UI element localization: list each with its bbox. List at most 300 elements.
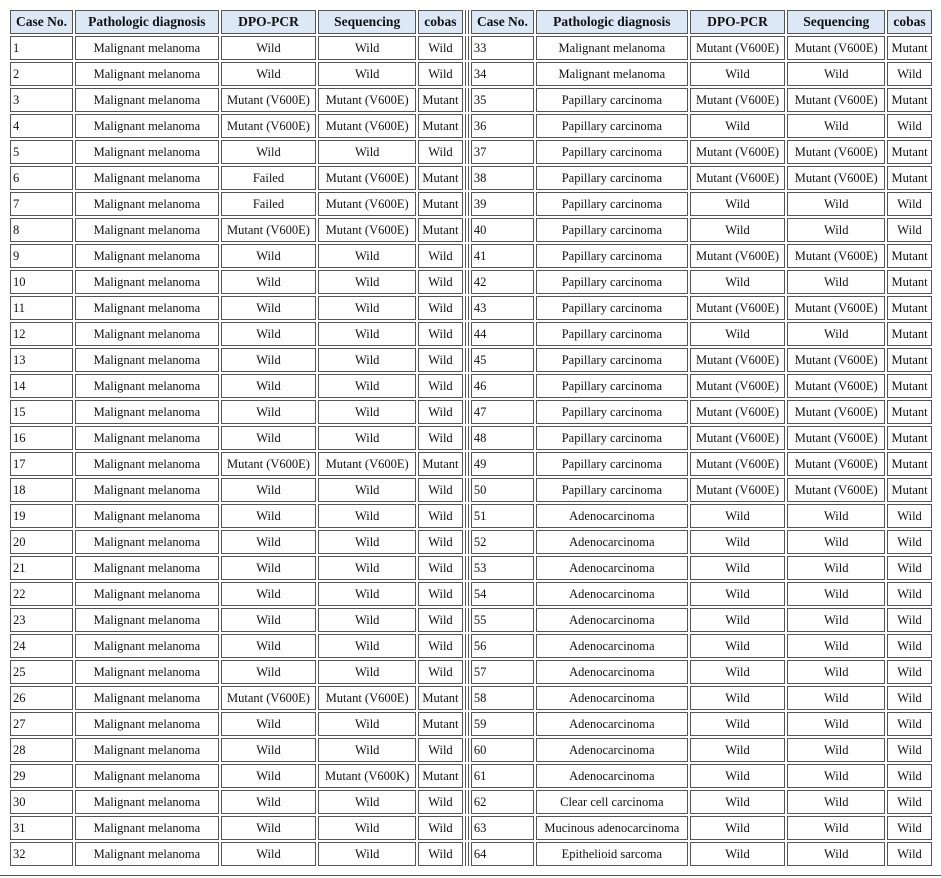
left-case-no-cell: 12 (10, 322, 73, 346)
right-pathologic-diagnosis-cell: Adenocarcinoma (536, 660, 688, 684)
header-pathologic-diagnosis: Pathologic diagnosis (75, 10, 219, 34)
left-cobas-cell: Mutant (418, 218, 463, 242)
right-cobas-cell: Wild (887, 634, 932, 658)
right-sequencing-cell: Wild (787, 764, 885, 788)
right-cobas-cell: Wild (887, 686, 932, 710)
right-dpo-pcr-cell: Wild (690, 712, 786, 736)
left-case-no-cell: 18 (10, 478, 73, 502)
right-dpo-pcr-cell: Mutant (V600E) (690, 426, 786, 450)
left-cobas-cell: Wild (418, 36, 463, 60)
left-pathologic-diagnosis-cell: Malignant melanoma (75, 842, 219, 866)
column-separator (465, 686, 469, 710)
left-cobas-cell: Wild (418, 140, 463, 164)
header-cobas: cobas (887, 10, 932, 34)
right-cobas-cell: Mutant (887, 244, 932, 268)
right-sequencing-cell: Wild (787, 114, 885, 138)
right-dpo-pcr-cell: Wild (690, 764, 786, 788)
table-row (10, 530, 932, 554)
left-sequencing-cell: Wild (318, 244, 416, 268)
left-dpo-pcr-cell: Wild (221, 504, 317, 528)
column-separator (465, 660, 469, 684)
right-dpo-pcr-cell: Mutant (V600E) (690, 36, 786, 60)
table-row (10, 400, 932, 424)
right-dpo-pcr-cell: Mutant (V600E) (690, 244, 786, 268)
left-dpo-pcr-cell: Mutant (V600E) (221, 686, 317, 710)
left-sequencing-cell: Mutant (V600E) (318, 686, 416, 710)
right-case-no-cell: 37 (471, 140, 534, 164)
header-pathologic-diagnosis: Pathologic diagnosis (536, 10, 688, 34)
table-row (10, 478, 932, 502)
left-sequencing-cell: Wild (318, 348, 416, 372)
left-case-no-cell: 5 (10, 140, 73, 164)
left-cobas-cell: Wild (418, 478, 463, 502)
right-case-no-cell: 41 (471, 244, 534, 268)
left-pathologic-diagnosis-cell: Malignant melanoma (75, 504, 219, 528)
column-separator (465, 322, 469, 346)
left-dpo-pcr-cell: Wild (221, 244, 317, 268)
left-dpo-pcr-cell: Wild (221, 530, 317, 554)
right-sequencing-cell: Mutant (V600E) (787, 426, 885, 450)
right-case-no-cell: 36 (471, 114, 534, 138)
column-separator (465, 348, 469, 372)
left-sequencing-cell: Wild (318, 504, 416, 528)
left-pathologic-diagnosis-cell: Malignant melanoma (75, 270, 219, 294)
right-pathologic-diagnosis-cell: Adenocarcinoma (536, 530, 688, 554)
left-dpo-pcr-cell: Wild (221, 634, 317, 658)
table-row (10, 374, 932, 398)
right-cobas-cell: Wild (887, 530, 932, 554)
table-row (10, 660, 932, 684)
left-case-no-cell: 15 (10, 400, 73, 424)
left-dpo-pcr-cell: Wild (221, 738, 317, 762)
left-pathologic-diagnosis-cell: Malignant melanoma (75, 244, 219, 268)
right-case-no-cell: 62 (471, 790, 534, 814)
left-case-no-cell: 19 (10, 504, 73, 528)
table-row (10, 842, 932, 866)
column-separator (465, 192, 469, 216)
right-dpo-pcr-cell: Mutant (V600E) (690, 88, 786, 112)
left-case-no-cell: 22 (10, 582, 73, 606)
left-cobas-cell: Wild (418, 374, 463, 398)
right-pathologic-diagnosis-cell: Clear cell carcinoma (536, 790, 688, 814)
right-dpo-pcr-cell: Mutant (V600E) (690, 140, 786, 164)
right-pathologic-diagnosis-cell: Malignant melanoma (536, 36, 688, 60)
right-cobas-cell: Wild (887, 218, 932, 242)
right-dpo-pcr-cell: Wild (690, 556, 786, 580)
right-dpo-pcr-cell: Wild (690, 738, 786, 762)
left-cobas-cell: Wild (418, 296, 463, 320)
table-row (10, 582, 932, 606)
left-pathologic-diagnosis-cell: Malignant melanoma (75, 166, 219, 190)
right-pathologic-diagnosis-cell: Adenocarcinoma (536, 582, 688, 606)
right-sequencing-cell: Mutant (V600E) (787, 244, 885, 268)
right-dpo-pcr-cell: Wild (690, 270, 786, 294)
right-pathologic-diagnosis-cell: Papillary carcinoma (536, 244, 688, 268)
left-dpo-pcr-cell: Mutant (V600E) (221, 452, 317, 476)
column-separator (465, 738, 469, 762)
case-results-table (8, 8, 934, 868)
left-cobas-cell: Wild (418, 426, 463, 450)
column-separator (465, 88, 469, 112)
column-separator (465, 62, 469, 86)
right-pathologic-diagnosis-cell: Adenocarcinoma (536, 686, 688, 710)
right-pathologic-diagnosis-cell: Epithelioid sarcoma (536, 842, 688, 866)
left-case-no-cell: 20 (10, 530, 73, 554)
left-pathologic-diagnosis-cell: Malignant melanoma (75, 426, 219, 450)
right-cobas-cell: Mutant (887, 140, 932, 164)
right-pathologic-diagnosis-cell: Papillary carcinoma (536, 322, 688, 346)
table-row (10, 426, 932, 450)
column-separator (465, 114, 469, 138)
column-separator (465, 712, 469, 736)
right-cobas-cell: Mutant (887, 166, 932, 190)
left-cobas-cell: Wild (418, 842, 463, 866)
table-row (10, 634, 932, 658)
table-row (10, 608, 932, 632)
right-case-no-cell: 33 (471, 36, 534, 60)
left-sequencing-cell: Wild (318, 530, 416, 554)
right-dpo-pcr-cell: Wild (690, 582, 786, 606)
left-dpo-pcr-cell: Wild (221, 36, 317, 60)
table-row (10, 296, 932, 320)
left-dpo-pcr-cell: Wild (221, 816, 317, 840)
left-sequencing-cell: Wild (318, 400, 416, 424)
right-dpo-pcr-cell: Wild (690, 62, 786, 86)
right-pathologic-diagnosis-cell: Adenocarcinoma (536, 504, 688, 528)
left-cobas-cell: Wild (418, 582, 463, 606)
right-dpo-pcr-cell: Wild (690, 504, 786, 528)
left-pathologic-diagnosis-cell: Malignant melanoma (75, 218, 219, 242)
right-case-no-cell: 56 (471, 634, 534, 658)
right-pathologic-diagnosis-cell: Papillary carcinoma (536, 270, 688, 294)
left-pathologic-diagnosis-cell: Malignant melanoma (75, 296, 219, 320)
left-case-no-cell: 2 (10, 62, 73, 86)
right-case-no-cell: 61 (471, 764, 534, 788)
table-row (10, 218, 932, 242)
left-case-no-cell: 28 (10, 738, 73, 762)
left-sequencing-cell: Mutant (V600E) (318, 114, 416, 138)
left-case-no-cell: 30 (10, 790, 73, 814)
left-dpo-pcr-cell: Mutant (V600E) (221, 114, 317, 138)
right-sequencing-cell: Wild (787, 530, 885, 554)
right-sequencing-cell: Mutant (V600E) (787, 166, 885, 190)
left-cobas-cell: Wild (418, 660, 463, 684)
right-pathologic-diagnosis-cell: Papillary carcinoma (536, 140, 688, 164)
right-pathologic-diagnosis-cell: Papillary carcinoma (536, 166, 688, 190)
right-sequencing-cell: Wild (787, 270, 885, 294)
table-row (10, 166, 932, 190)
table-row (10, 270, 932, 294)
left-sequencing-cell: Wild (318, 322, 416, 346)
right-case-no-cell: 45 (471, 348, 534, 372)
left-dpo-pcr-cell: Wild (221, 478, 317, 502)
left-case-no-cell: 13 (10, 348, 73, 372)
right-case-no-cell: 57 (471, 660, 534, 684)
right-sequencing-cell: Mutant (V600E) (787, 400, 885, 424)
right-sequencing-cell: Wild (787, 62, 885, 86)
column-separator (465, 296, 469, 320)
right-pathologic-diagnosis-cell: Papillary carcinoma (536, 192, 688, 216)
right-pathologic-diagnosis-cell: Papillary carcinoma (536, 374, 688, 398)
column-separator (465, 816, 469, 840)
left-pathologic-diagnosis-cell: Malignant melanoma (75, 530, 219, 554)
right-sequencing-cell: Wild (787, 608, 885, 632)
column-separator (465, 140, 469, 164)
right-case-no-cell: 47 (471, 400, 534, 424)
column-separator (465, 452, 469, 476)
left-dpo-pcr-cell: Wild (221, 764, 317, 788)
left-pathologic-diagnosis-cell: Malignant melanoma (75, 478, 219, 502)
right-pathologic-diagnosis-cell: Papillary carcinoma (536, 296, 688, 320)
right-sequencing-cell: Wild (787, 660, 885, 684)
left-cobas-cell: Wild (418, 244, 463, 268)
left-case-no-cell: 32 (10, 842, 73, 866)
right-cobas-cell: Mutant (887, 374, 932, 398)
right-pathologic-diagnosis-cell: Adenocarcinoma (536, 556, 688, 580)
left-sequencing-cell: Mutant (V600E) (318, 88, 416, 112)
column-separator (465, 608, 469, 632)
right-dpo-pcr-cell: Wild (690, 660, 786, 684)
left-sequencing-cell: Mutant (V600K) (318, 764, 416, 788)
left-pathologic-diagnosis-cell: Malignant melanoma (75, 660, 219, 684)
left-sequencing-cell: Wild (318, 738, 416, 762)
right-case-no-cell: 46 (471, 374, 534, 398)
left-pathologic-diagnosis-cell: Malignant melanoma (75, 348, 219, 372)
table-row (10, 140, 932, 164)
left-dpo-pcr-cell: Wild (221, 374, 317, 398)
left-sequencing-cell: Wild (318, 842, 416, 866)
left-cobas-cell: Wild (418, 322, 463, 346)
left-dpo-pcr-cell: Wild (221, 608, 317, 632)
right-dpo-pcr-cell: Wild (690, 218, 786, 242)
left-cobas-cell: Mutant (418, 686, 463, 710)
column-separator (465, 374, 469, 398)
left-cobas-cell: Mutant (418, 192, 463, 216)
left-case-no-cell: 14 (10, 374, 73, 398)
table-row (10, 88, 932, 112)
table-row (10, 114, 932, 138)
left-dpo-pcr-cell: Mutant (V600E) (221, 88, 317, 112)
right-dpo-pcr-cell: Wild (690, 608, 786, 632)
left-case-no-cell: 27 (10, 712, 73, 736)
right-cobas-cell: Wild (887, 504, 932, 528)
left-case-no-cell: 6 (10, 166, 73, 190)
right-pathologic-diagnosis-cell: Papillary carcinoma (536, 478, 688, 502)
left-case-no-cell: 9 (10, 244, 73, 268)
left-sequencing-cell: Wild (318, 140, 416, 164)
right-sequencing-cell: Mutant (V600E) (787, 88, 885, 112)
left-dpo-pcr-cell: Wild (221, 712, 317, 736)
right-case-no-cell: 58 (471, 686, 534, 710)
bottom-rule (0, 875, 941, 876)
right-dpo-pcr-cell: Mutant (V600E) (690, 478, 786, 502)
left-pathologic-diagnosis-cell: Malignant melanoma (75, 36, 219, 60)
right-cobas-cell: Wild (887, 608, 932, 632)
right-case-no-cell: 34 (471, 62, 534, 86)
header-case-no: Case No. (10, 10, 73, 34)
left-cobas-cell: Wild (418, 634, 463, 658)
left-cobas-cell: Wild (418, 738, 463, 762)
column-separator (465, 10, 469, 34)
right-case-no-cell: 55 (471, 608, 534, 632)
right-case-no-cell: 64 (471, 842, 534, 866)
header-sequencing: Sequencing (787, 10, 885, 34)
right-pathologic-diagnosis-cell: Adenocarcinoma (536, 738, 688, 762)
left-case-no-cell: 21 (10, 556, 73, 580)
left-dpo-pcr-cell: Wild (221, 348, 317, 372)
right-sequencing-cell: Wild (787, 712, 885, 736)
table-row (10, 556, 932, 580)
right-case-no-cell: 51 (471, 504, 534, 528)
left-pathologic-diagnosis-cell: Malignant melanoma (75, 790, 219, 814)
left-cobas-cell: Wild (418, 504, 463, 528)
left-case-no-cell: 7 (10, 192, 73, 216)
right-cobas-cell: Mutant (887, 452, 932, 476)
right-pathologic-diagnosis-cell: Papillary carcinoma (536, 114, 688, 138)
right-dpo-pcr-cell: Mutant (V600E) (690, 166, 786, 190)
column-separator (465, 582, 469, 606)
right-sequencing-cell: Mutant (V600E) (787, 296, 885, 320)
right-case-no-cell: 48 (471, 426, 534, 450)
left-dpo-pcr-cell: Wild (221, 582, 317, 606)
right-dpo-pcr-cell: Wild (690, 634, 786, 658)
right-case-no-cell: 50 (471, 478, 534, 502)
right-pathologic-diagnosis-cell: Mucinous adenocarcinoma (536, 816, 688, 840)
left-dpo-pcr-cell: Wild (221, 62, 317, 86)
left-sequencing-cell: Wild (318, 270, 416, 294)
left-sequencing-cell: Wild (318, 296, 416, 320)
left-dpo-pcr-cell: Wild (221, 556, 317, 580)
left-pathologic-diagnosis-cell: Malignant melanoma (75, 764, 219, 788)
left-case-no-cell: 10 (10, 270, 73, 294)
right-sequencing-cell: Wild (787, 582, 885, 606)
right-sequencing-cell: Wild (787, 790, 885, 814)
column-separator (465, 842, 469, 866)
left-pathologic-diagnosis-cell: Malignant melanoma (75, 140, 219, 164)
column-separator (465, 244, 469, 268)
right-pathologic-diagnosis-cell: Adenocarcinoma (536, 764, 688, 788)
right-cobas-cell: Mutant (887, 322, 932, 346)
right-pathologic-diagnosis-cell: Adenocarcinoma (536, 712, 688, 736)
header-dpo-pcr: DPO-PCR (690, 10, 786, 34)
right-pathologic-diagnosis-cell: Papillary carcinoma (536, 88, 688, 112)
left-case-no-cell: 31 (10, 816, 73, 840)
left-pathologic-diagnosis-cell: Malignant melanoma (75, 374, 219, 398)
right-sequencing-cell: Wild (787, 504, 885, 528)
left-pathologic-diagnosis-cell: Malignant melanoma (75, 712, 219, 736)
column-separator (465, 556, 469, 580)
right-sequencing-cell: Wild (787, 816, 885, 840)
right-case-no-cell: 44 (471, 322, 534, 346)
left-case-no-cell: 4 (10, 114, 73, 138)
left-cobas-cell: Wild (418, 790, 463, 814)
right-pathologic-diagnosis-cell: Adenocarcinoma (536, 608, 688, 632)
left-case-no-cell: 17 (10, 452, 73, 476)
left-dpo-pcr-cell: Wild (221, 296, 317, 320)
left-dpo-pcr-cell: Wild (221, 426, 317, 450)
right-case-no-cell: 49 (471, 452, 534, 476)
left-cobas-cell: Mutant (418, 166, 463, 190)
left-pathologic-diagnosis-cell: Malignant melanoma (75, 192, 219, 216)
left-pathologic-diagnosis-cell: Malignant melanoma (75, 62, 219, 86)
right-pathologic-diagnosis-cell: Papillary carcinoma (536, 348, 688, 372)
table-row (10, 322, 932, 346)
left-sequencing-cell: Wild (318, 426, 416, 450)
left-case-no-cell: 24 (10, 634, 73, 658)
right-sequencing-cell: Wild (787, 556, 885, 580)
left-case-no-cell: 26 (10, 686, 73, 710)
right-pathologic-diagnosis-cell: Papillary carcinoma (536, 218, 688, 242)
column-separator (465, 478, 469, 502)
header-dpo-pcr: DPO-PCR (221, 10, 317, 34)
right-case-no-cell: 42 (471, 270, 534, 294)
left-dpo-pcr-cell: Wild (221, 660, 317, 684)
right-cobas-cell: Mutant (887, 36, 932, 60)
left-cobas-cell: Mutant (418, 764, 463, 788)
left-dpo-pcr-cell: Wild (221, 270, 317, 294)
left-cobas-cell: Wild (418, 400, 463, 424)
left-case-no-cell: 16 (10, 426, 73, 450)
header-row (10, 10, 932, 34)
right-sequencing-cell: Wild (787, 192, 885, 216)
left-pathologic-diagnosis-cell: Malignant melanoma (75, 452, 219, 476)
right-sequencing-cell: Mutant (V600E) (787, 36, 885, 60)
column-separator (465, 764, 469, 788)
left-pathologic-diagnosis-cell: Malignant melanoma (75, 738, 219, 762)
right-dpo-pcr-cell: Mutant (V600E) (690, 296, 786, 320)
left-sequencing-cell: Wild (318, 712, 416, 736)
column-separator (465, 634, 469, 658)
right-pathologic-diagnosis-cell: Adenocarcinoma (536, 634, 688, 658)
left-pathologic-diagnosis-cell: Malignant melanoma (75, 400, 219, 424)
right-cobas-cell: Wild (887, 660, 932, 684)
right-pathologic-diagnosis-cell: Malignant melanoma (536, 62, 688, 86)
left-pathologic-diagnosis-cell: Malignant melanoma (75, 686, 219, 710)
case-results-table-container (8, 8, 934, 868)
right-case-no-cell: 53 (471, 556, 534, 580)
right-case-no-cell: 54 (471, 582, 534, 606)
left-cobas-cell: Wild (418, 530, 463, 554)
right-cobas-cell: Mutant (887, 270, 932, 294)
right-pathologic-diagnosis-cell: Papillary carcinoma (536, 426, 688, 450)
right-dpo-pcr-cell: Wild (690, 192, 786, 216)
right-sequencing-cell: Mutant (V600E) (787, 348, 885, 372)
right-cobas-cell: Wild (887, 582, 932, 606)
right-cobas-cell: Wild (887, 62, 932, 86)
right-cobas-cell: Mutant (887, 426, 932, 450)
left-case-no-cell: 3 (10, 88, 73, 112)
right-case-no-cell: 40 (471, 218, 534, 242)
left-pathologic-diagnosis-cell: Malignant melanoma (75, 634, 219, 658)
right-sequencing-cell: Mutant (V600E) (787, 478, 885, 502)
right-dpo-pcr-cell: Mutant (V600E) (690, 400, 786, 424)
right-case-no-cell: 52 (471, 530, 534, 554)
left-sequencing-cell: Wild (318, 556, 416, 580)
right-case-no-cell: 59 (471, 712, 534, 736)
left-pathologic-diagnosis-cell: Malignant melanoma (75, 88, 219, 112)
header-sequencing: Sequencing (318, 10, 416, 34)
left-sequencing-cell: Wild (318, 478, 416, 502)
left-cobas-cell: Wild (418, 556, 463, 580)
right-cobas-cell: Wild (887, 556, 932, 580)
left-case-no-cell: 25 (10, 660, 73, 684)
right-cobas-cell: Mutant (887, 400, 932, 424)
left-cobas-cell: Wild (418, 348, 463, 372)
table-row (10, 764, 932, 788)
left-cobas-cell: Mutant (418, 712, 463, 736)
table-row (10, 192, 932, 216)
right-cobas-cell: Wild (887, 738, 932, 762)
